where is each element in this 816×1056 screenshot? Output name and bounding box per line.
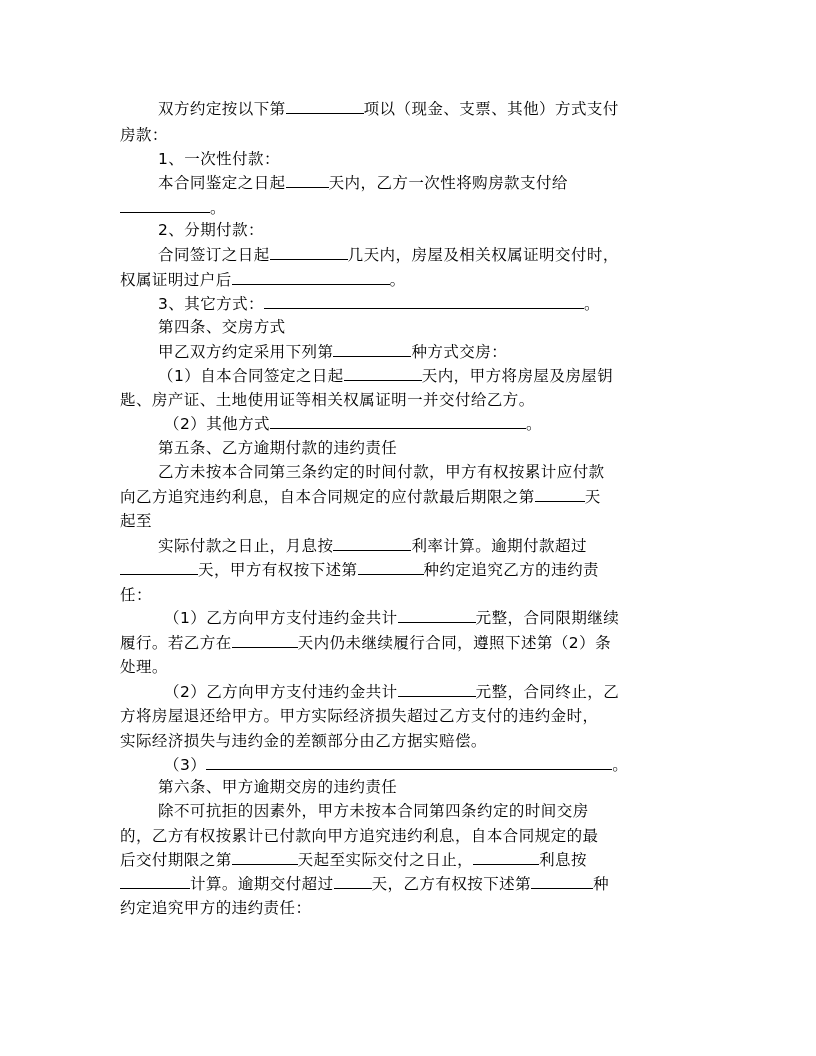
line-text: 双方约定按以下第	[158, 100, 286, 118]
blank-field	[120, 561, 198, 575]
line-text: 计算。逾期交付超过	[190, 875, 334, 893]
line-text: 任：	[120, 586, 152, 604]
text-line	[158, 536, 587, 556]
line-text: 种方式交房：	[411, 343, 508, 361]
blank-field	[398, 609, 476, 623]
line-text: 天内，乙方一次性将购房款支付给	[328, 174, 568, 192]
line-text: 第六条、甲方逾期交房的违约责任	[158, 778, 398, 796]
line-text: 向乙方追究违约利息，自本合同规定的应付款最后期限之第	[120, 488, 535, 506]
line-text: 的，乙方有权按累计已付款向甲方追究违约利息，自本合同规定的最	[120, 827, 599, 845]
text-line	[158, 220, 264, 240]
text-line	[158, 462, 605, 482]
text-line	[158, 801, 589, 821]
line-text: 起至	[120, 512, 152, 530]
line-text: 匙、房产证、土地使用证等相关权属证明一并交付给乙方。	[120, 391, 535, 409]
text-line	[120, 898, 311, 918]
line-text: 甲乙双方约定采用下列第	[158, 343, 334, 361]
blank-field	[333, 343, 411, 357]
line-text: 种约定追究乙方的违约责	[423, 561, 599, 579]
section-heading	[158, 777, 397, 797]
blank-field	[286, 174, 329, 188]
line-text: 1、一次性付款：	[158, 150, 280, 168]
text-line	[120, 270, 406, 290]
text-line	[120, 511, 152, 531]
line-text: 元整，合同限期继续	[475, 609, 620, 627]
line-text: 。	[584, 295, 600, 313]
blank-field	[531, 875, 593, 889]
line-text: 利息按	[539, 851, 587, 869]
blank-field	[334, 875, 372, 889]
line-text: （2）其他方式	[164, 415, 271, 433]
text-line	[164, 414, 542, 434]
text-line	[120, 706, 599, 726]
text-line	[120, 850, 587, 870]
text-line	[120, 731, 487, 751]
line-text: 。	[526, 415, 542, 433]
line-text: （2）乙方向甲方支付违约金共计	[164, 683, 398, 701]
blank-field	[270, 246, 348, 260]
text-line	[158, 342, 507, 362]
text-line	[164, 682, 619, 702]
line-text: 权属证明过户后	[120, 271, 232, 289]
line-text: 实际经济损失与违约金的差额部分由乙方据实赔偿。	[120, 732, 487, 750]
text-line	[120, 125, 168, 145]
text-line	[158, 99, 619, 119]
line-text: 3、其它方式：	[158, 295, 265, 313]
line-text: 天	[584, 488, 601, 506]
line-text: 第四条、交房方式	[158, 318, 286, 336]
line-text: 履行。若乙方在	[120, 634, 232, 652]
text-line	[164, 608, 619, 628]
blank-field	[333, 537, 411, 551]
line-text: 方将房屋退还给甲方。甲方实际经济损失超过乙方支付的违约金时，	[120, 707, 599, 725]
text-line	[158, 366, 613, 386]
blank-field	[206, 756, 612, 770]
line-text: 房款：	[120, 126, 168, 144]
text-line	[158, 294, 600, 314]
text-line	[120, 560, 599, 580]
blank-field	[270, 415, 526, 429]
line-text: 除不可抗拒的因素外，甲方未按本合同第四条约定的时间交房	[158, 802, 589, 820]
line-text: 约定追究甲方的违约责任：	[120, 899, 312, 917]
text-line	[120, 874, 609, 894]
line-text: 。	[389, 271, 406, 289]
text-line	[120, 585, 152, 605]
line-text: 几天内，房屋及相关权属证明交付时，	[347, 246, 619, 264]
text-line	[164, 755, 628, 775]
line-text: 。	[612, 756, 629, 774]
line-text: 处理。	[120, 658, 168, 676]
section-heading	[158, 438, 397, 458]
blank-field	[344, 367, 422, 381]
blank-field	[264, 295, 584, 309]
line-text: 项以（现金、支票、其他）方式支付	[363, 100, 619, 118]
line-text: 元整，合同终止，乙	[475, 683, 620, 701]
text-line	[158, 173, 568, 193]
text-line	[120, 826, 599, 846]
line-text: 天起至实际交付之日止，	[297, 851, 474, 869]
text-line	[158, 245, 619, 265]
line-text: （1）自本合同签定之日起	[158, 367, 344, 385]
text-line	[120, 198, 226, 218]
line-text: 后交付期限之第	[120, 851, 232, 869]
blank-field	[358, 561, 424, 575]
line-text: 乙方未按本合同第三条约定的时间付款，甲方有权按累计应付款	[158, 463, 605, 481]
text-line	[158, 149, 280, 169]
line-text: 天，乙方有权按下述第	[371, 875, 532, 893]
line-text: 利率计算。逾期付款超过	[411, 537, 587, 555]
line-text: 天，甲方有权按下述第	[198, 561, 358, 579]
line-text: （1）乙方向甲方支付违约金共计	[164, 609, 398, 627]
text-line	[120, 390, 535, 410]
line-text: 天内仍未继续履行合同，遵照下述第（2）条	[297, 634, 612, 652]
blank-field	[398, 683, 476, 697]
line-text: 。	[210, 199, 226, 217]
blank-field	[473, 851, 539, 865]
text-line	[120, 633, 611, 653]
line-text: 2、分期付款：	[158, 221, 265, 239]
blank-field	[232, 271, 390, 285]
blank-field	[120, 875, 190, 889]
section-heading	[158, 317, 286, 337]
text-line	[120, 487, 601, 507]
blank-field	[286, 100, 364, 114]
blank-field	[232, 634, 298, 648]
line-text: 实际付款之日止，月息按	[158, 537, 334, 555]
blank-field	[120, 199, 210, 213]
line-text: 天内，甲方将房屋及房屋钥	[421, 367, 614, 385]
line-text: 本合同鉴定之日起	[158, 174, 286, 192]
line-text: （3）	[164, 756, 207, 774]
blank-field	[535, 488, 585, 502]
text-line	[120, 657, 168, 677]
line-text: 第五条、乙方逾期付款的违约责任	[158, 439, 398, 457]
blank-field	[232, 851, 298, 865]
line-text: 合同签订之日起	[158, 246, 270, 264]
line-text: 种	[593, 875, 610, 893]
